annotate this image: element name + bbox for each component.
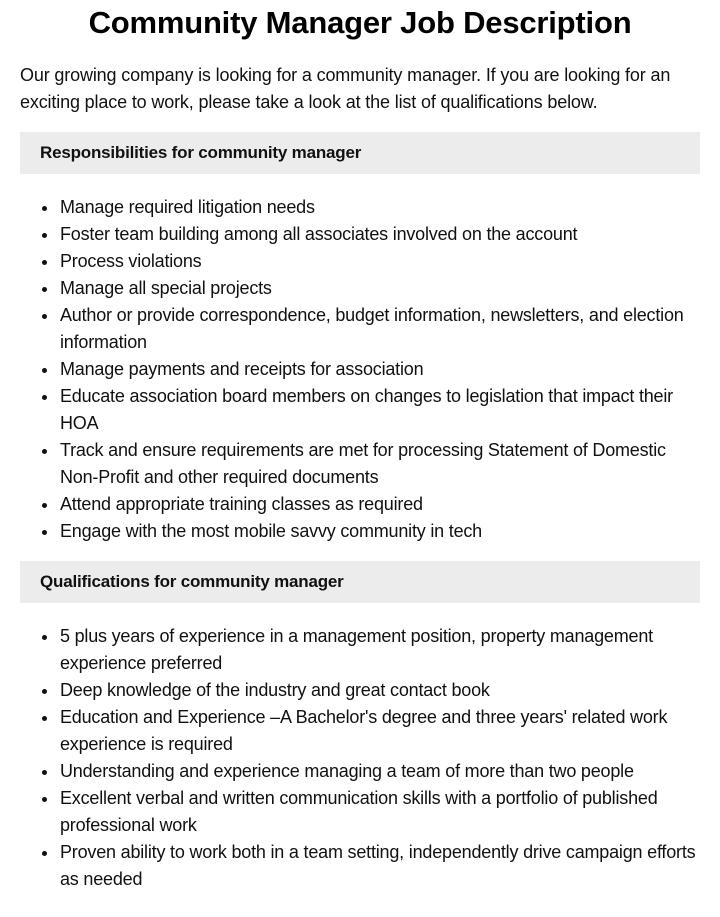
qualifications-heading: Qualifications for community manager	[20, 561, 700, 603]
list-item: Manage payments and receipts for association	[60, 356, 700, 383]
list-item: Education and Experience –A Bachelor's degree and three years' related work experience is required	[60, 704, 700, 758]
list-item: Excellent verbal and written communication skills with a portfolio of published professional work	[60, 785, 700, 839]
responsibilities-list	[20, 194, 700, 545]
list-item: Track and ensure requirements are met for processing Statement of Domestic Non-Profit and other required documents	[60, 437, 700, 491]
list-item: Educate association board members on changes to legislation that impact their HOA	[60, 383, 700, 437]
list-item: Manage all special projects	[60, 275, 700, 302]
list-item: Proven ability to work both in a team setting, independently drive campaign efforts as needed	[60, 839, 700, 893]
list-item: Understanding and experience managing a team of more than two people	[60, 758, 700, 785]
qualifications-list	[20, 623, 700, 893]
list-item: Author or provide correspondence, budget information, newsletters, and election information	[60, 302, 700, 356]
list-item: Process violations	[60, 248, 700, 275]
list-item: Engage with the most mobile savvy community in tech	[60, 518, 700, 545]
intro-paragraph: Our growing company is looking for a community manager. If you are looking for an exciting place to work, please take a look at the list of qualifications below.	[20, 65, 671, 112]
list-item: Foster team building among all associates involved on the account	[60, 221, 700, 248]
list-item: Attend appropriate training classes as required	[60, 491, 700, 518]
page-title: Community Manager Job Description	[88, 5, 632, 40]
list-item: Deep knowledge of the industry and great contact book	[60, 677, 700, 704]
list-item: 5 plus years of experience in a management position, property management experience preferred	[60, 623, 700, 677]
list-item: Manage required litigation needs	[60, 194, 700, 221]
responsibilities-heading: Responsibilities for community manager	[20, 132, 700, 174]
